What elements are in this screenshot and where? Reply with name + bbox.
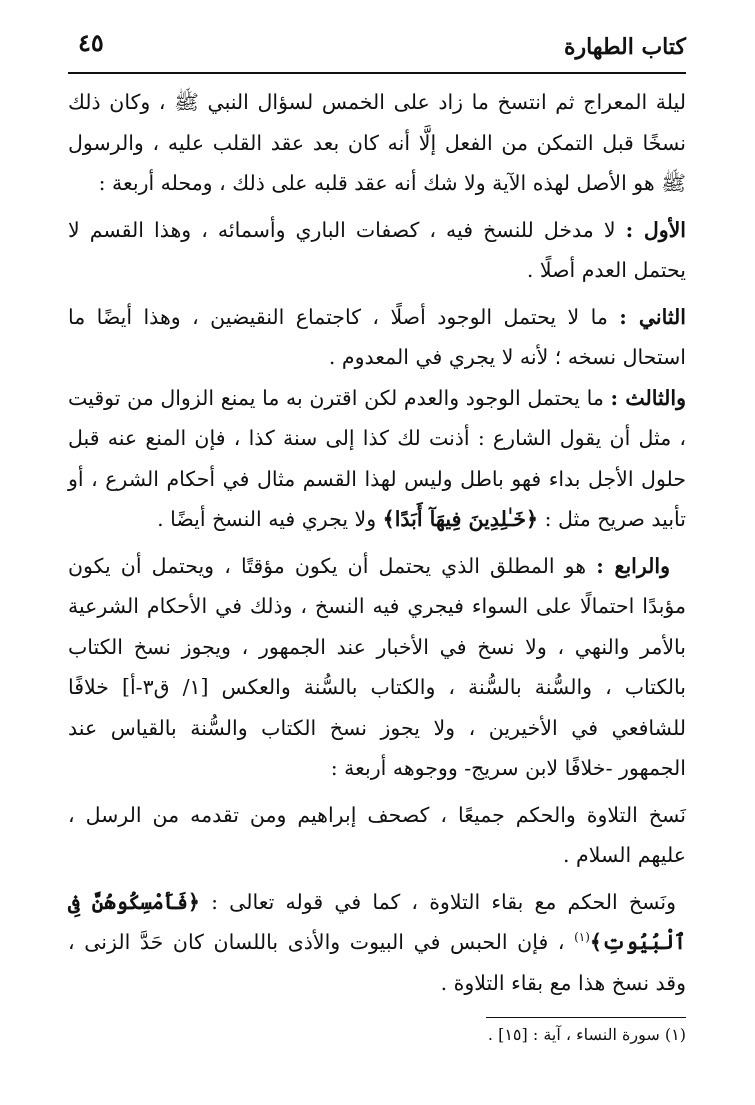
paragraph-text: ولا يجري فيه النسخ أيضًا .	[157, 507, 383, 531]
quran-quote: خَـٰلِدِينَ فِيهَآ أَبَدًا	[394, 507, 527, 531]
paragraph-lead-second: الثاني :	[619, 304, 686, 329]
footnote-rule	[486, 1017, 686, 1018]
paragraph-abrogation-ruling	[68, 882, 686, 1004]
paragraph-text: ونَسخ الحكم مع بقاء التلاوة ، كما في قوله تعالى :	[199, 889, 676, 914]
paragraph-abrogation-both	[68, 795, 686, 876]
book-page	[68, 28, 686, 1048]
paragraph-intro	[68, 82, 686, 204]
paragraph-text: ما لا يحتمل الوجود أصلًا ، كاجتماع النقيضين ، وهذا أيضًا ما استحال نسخه ؛ لأنه لا يجري في المعدوم .	[68, 304, 686, 369]
paragraph-text: لا مدخل للنسخ فيه ، كصفات الباري وأسمائه ، وهذا القسم لا يحتمل العدم أصلًا .	[68, 217, 686, 282]
paragraph-text: نَسخ التلاوة والحكم جميعًا ، كصحف إبراهيم ومن تقدمه من الرسل ، عليهم السلام .	[68, 802, 686, 867]
paragraph-lead-fourth: والرابع :	[596, 553, 670, 578]
page-number: ٤٥	[78, 28, 104, 57]
quran-brace-close: ﴾	[589, 930, 602, 954]
paragraph-lead-third: والثالث :	[610, 385, 686, 410]
paragraph-third	[68, 378, 686, 540]
paragraph-text: ، فإن الحبس في البيوت والأذى باللسان كان حَدَّ الزنى ، وقد نسخ هذا مع بقاء التلاوة .	[68, 930, 686, 995]
footnote-reference: (١)	[574, 930, 590, 945]
paragraph-first	[68, 210, 686, 291]
paragraph-second	[68, 297, 686, 378]
footnote: (١) سورة النساء ، آية : [١٥] .	[487, 1025, 686, 1044]
quran-brace-open: ﴿	[187, 889, 200, 914]
header-rule	[68, 72, 686, 74]
quran-quote: فَأَمْسِكُوهُنَّ فِى ٱلْبُيُوتِ	[68, 889, 686, 954]
paragraph-text: هو المطلق الذي يحتمل أن يكون مؤقتًا ، ويحتمل أن يكون مؤبدًا احتمالًا على السواء فيجري فيه النسخ ، وذلك في الأحكام الشرعية بالأمر والنهي ، ولا نسخ في الأخبار عند الجمهور ، ويجوز نسخ الكتاب بالكتاب ، والسُّنة بالسُّنة ، والكتاب بالسُّنة والعكس [١/ ق٣-أ] خلافًا للشافعي في الأخيرين ، ولا يجوز نسخ الكتاب والسُّنة بالقياس عند الجمهور -خلافًا لابن سريج- ووجوهه أربعة :	[68, 553, 686, 780]
quran-brace-open: ﴿	[526, 507, 539, 531]
paragraph-text: ما يحتمل الوجود والعدم لكن اقترن به ما يمنع الزوال من توقيت ، مثل أن يقول الشارع : أذنت لك كذا إلى سنة كذا ، فإن المنع عنه قبل حلول الأجل بداء فهو باطل وليس لهذا القسم مثال في أحكام الشرع ، أو تأبيد صريح مثل :	[68, 385, 686, 531]
page-header	[68, 28, 686, 68]
paragraph-text: ليلة المعراج ثم انتسخ ما زاد على الخمس لسؤال النبي ﷺ ، وكان ذلك نسخًا قبل التمكن من الفعل إلَّا أنه كان بعد عقد القلب عليه ، والرسول ﷺ هو الأصل لهذه الآية ولا شك أنه عقد قلبه على ذلك ، ومحله أربعة :	[68, 90, 686, 195]
paragraph-fourth	[68, 546, 686, 789]
quran-brace-close: ﴾	[382, 507, 395, 531]
main-text	[68, 82, 686, 1003]
running-title: كتاب الطهارة	[563, 34, 686, 60]
paragraph-lead-first: الأول :	[625, 217, 686, 242]
